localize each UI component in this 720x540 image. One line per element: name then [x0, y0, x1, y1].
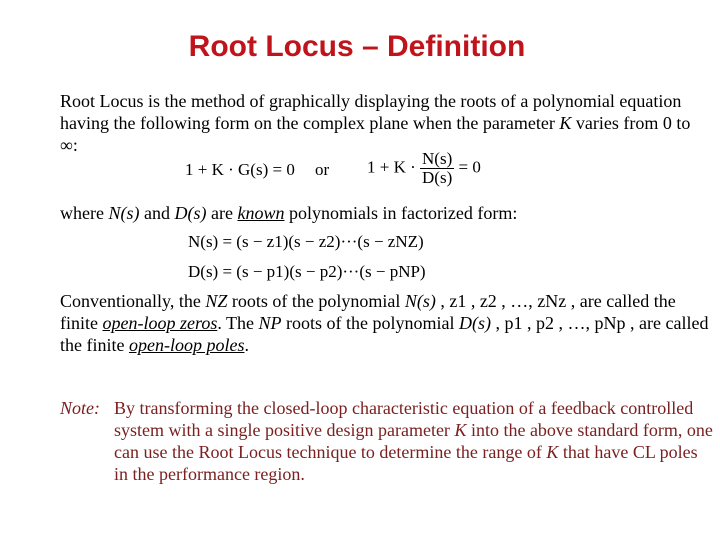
conv-Ds: D(s) — [459, 313, 491, 333]
note-c: that have CL poles in the performance region. — [114, 442, 698, 484]
conv-s2: roots of the polynomial — [227, 291, 405, 311]
page-title: Root Locus – Definition — [188, 30, 526, 63]
where-d: polynomials in factorized form: — [284, 203, 518, 223]
equation-standard-form: 1 + K · G(s) = 0 — [185, 160, 295, 179]
conv-Ns: N(s) — [404, 291, 436, 311]
intro-text-b: varies from 0 to ∞: — [60, 113, 691, 155]
eq2-denominator: D(s) — [422, 168, 453, 187]
conventional-paragraph — [60, 290, 710, 356]
conv-open-loop-poles: open-loop poles — [128, 335, 245, 355]
intro-text-a: Root Locus is the method of graphically displaying the roots of a polynomial equation having the following form on the complex plane when the parameter — [60, 91, 682, 133]
conv-s4: . The — [217, 313, 259, 333]
eq2-lhs: 1 + K · — [367, 157, 416, 177]
where-a: where — [60, 203, 109, 223]
equation-ratio-form — [367, 150, 481, 187]
eq2-rhs: = 0 — [458, 157, 481, 177]
conv-open-loop-zeros: open-loop zeros — [102, 313, 218, 333]
eq2-numerator: N(s) — [422, 149, 453, 168]
equation-denominator-factored: D(s) = (s − p1)(s − p2)···(s − pNP) — [188, 262, 426, 281]
where-b: and — [139, 203, 175, 223]
eq2-fraction — [420, 150, 454, 187]
note-label: Note: — [60, 398, 100, 418]
equation-or: or — [315, 160, 330, 179]
where-paragraph — [60, 202, 710, 224]
note-body — [114, 397, 714, 485]
where-N: N(s) — [108, 203, 140, 223]
conv-s5: roots of the polynomial — [281, 313, 459, 333]
equation-numerator-factored: N(s) = (s − z1)(s − z2)···(s − zNZ) — [188, 232, 424, 251]
note-b: into the above standard form, one can use the Root Locus technique to determine the range of — [114, 420, 713, 462]
conv-s1: Conventionally, the — [60, 291, 206, 311]
where-known: known — [237, 203, 285, 223]
where-D: D(s) — [174, 203, 207, 223]
note-k1: K — [454, 420, 467, 440]
intro-paragraph — [60, 90, 710, 156]
conv-s7: . — [244, 335, 249, 355]
where-c: are — [206, 203, 238, 223]
note-a: By transforming the closed-loop characteristic equation of a feedback controlled system with a single positive design parameter — [114, 398, 694, 440]
conv-nz: NZ — [205, 291, 228, 311]
conv-s3: , z1 , z2 , …, zNz , are called the finite — [60, 291, 676, 333]
intro-k: K — [559, 113, 572, 133]
note-k2: K — [546, 442, 559, 462]
conv-np: NP — [258, 313, 282, 333]
conv-s6: , p1 , p2 , …, pNp , are called the finite — [60, 313, 709, 355]
